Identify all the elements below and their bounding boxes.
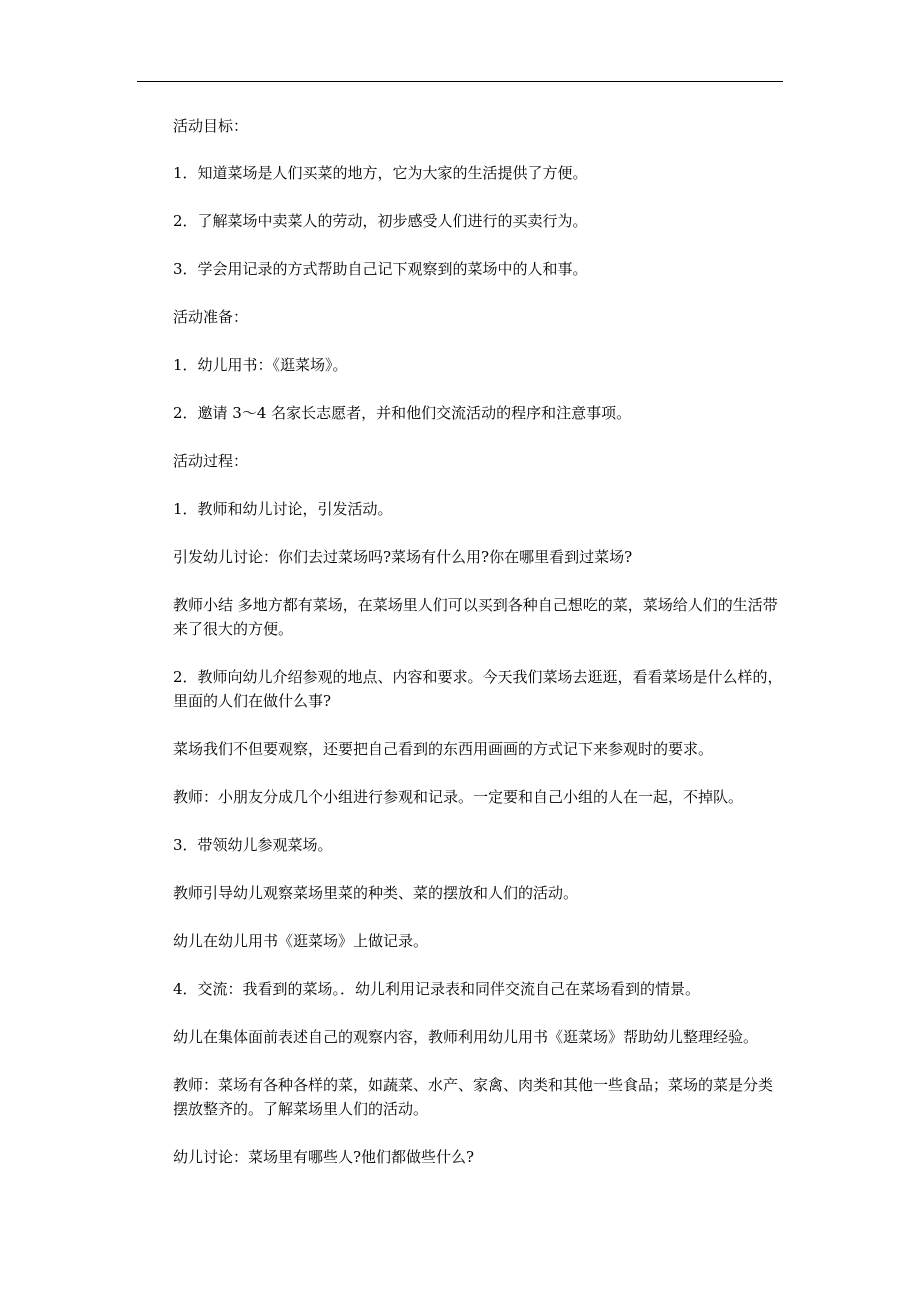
goal-item-3: 3．学会用记录的方式帮助自己记下观察到的菜场中的人和事。	[173, 260, 588, 278]
process-paragraph: 教师小结 多地方都有菜场，在菜场里人们可以买到各种自己想吃的菜，菜场给人们的生活带来了很大的方便。	[173, 596, 778, 638]
process-step-3: 3．带领幼儿参观菜场。	[173, 836, 333, 854]
section-heading-preparation: 活动准备：	[173, 308, 249, 326]
header-rule	[137, 81, 783, 82]
process-paragraph: 幼儿在幼儿用书《逛菜场》上做记录。	[173, 932, 429, 950]
section-heading-goals: 活动目标：	[173, 117, 249, 135]
preparation-item-1: 1．幼儿用书：《逛菜场》。	[173, 356, 348, 374]
process-paragraph: 教师引导幼儿观察菜场里菜的种类、菜的摆放和人们的活动。	[173, 884, 579, 902]
process-paragraph: 教师：小朋友分成几个小组进行参观和记录。一定要和自己小组的人在一起，不掉队。	[173, 788, 744, 806]
process-paragraph: 教师：菜场有各种各样的菜，如蔬菜、水产、家禽、肉类和其他一些食品；菜场的菜是分类摆放整齐的。了解菜场里人们的活动。	[173, 1076, 774, 1118]
process-paragraph: 引发幼儿讨论：你们去过菜场吗?菜场有什么用?你在哪里看到过菜场?	[173, 548, 633, 566]
goal-item-1: 1．知道菜场是人们买菜的地方，它为大家的生活提供了方便。	[173, 164, 588, 182]
process-paragraph: 幼儿在集体面前表述自己的观察内容，教师利用幼儿用书《逛菜场》帮助幼儿整理经验。	[173, 1028, 759, 1046]
process-step-4: 4．交流：我看到的菜场。．幼儿利用记录表和同伴交流自己在菜场看到的情景。	[173, 980, 701, 998]
process-paragraph: 菜场我们不但要观察，还要把自己看到的东西用画画的方式记下来参观时的要求。	[173, 740, 714, 758]
goal-item-2: 2．了解菜场中卖菜人的劳动，初步感受人们进行的买卖行为。	[173, 212, 588, 230]
process-paragraph: 幼儿讨论：菜场里有哪些人?他们都做些什么?	[173, 1148, 475, 1166]
process-step-1: 1．教师和幼儿讨论，引发活动。	[173, 500, 393, 518]
preparation-item-2: 2．邀请 3～4 名家长志愿者，并和他们交流活动的程序和注意事项。	[173, 404, 632, 422]
process-step-2: 2．教师向幼儿介绍参观的地点、内容和要求。今天我们菜场去逛逛，看看菜场是什么样的，里面的人们在做什么事?	[173, 668, 783, 710]
section-heading-process: 活动过程：	[173, 452, 249, 470]
